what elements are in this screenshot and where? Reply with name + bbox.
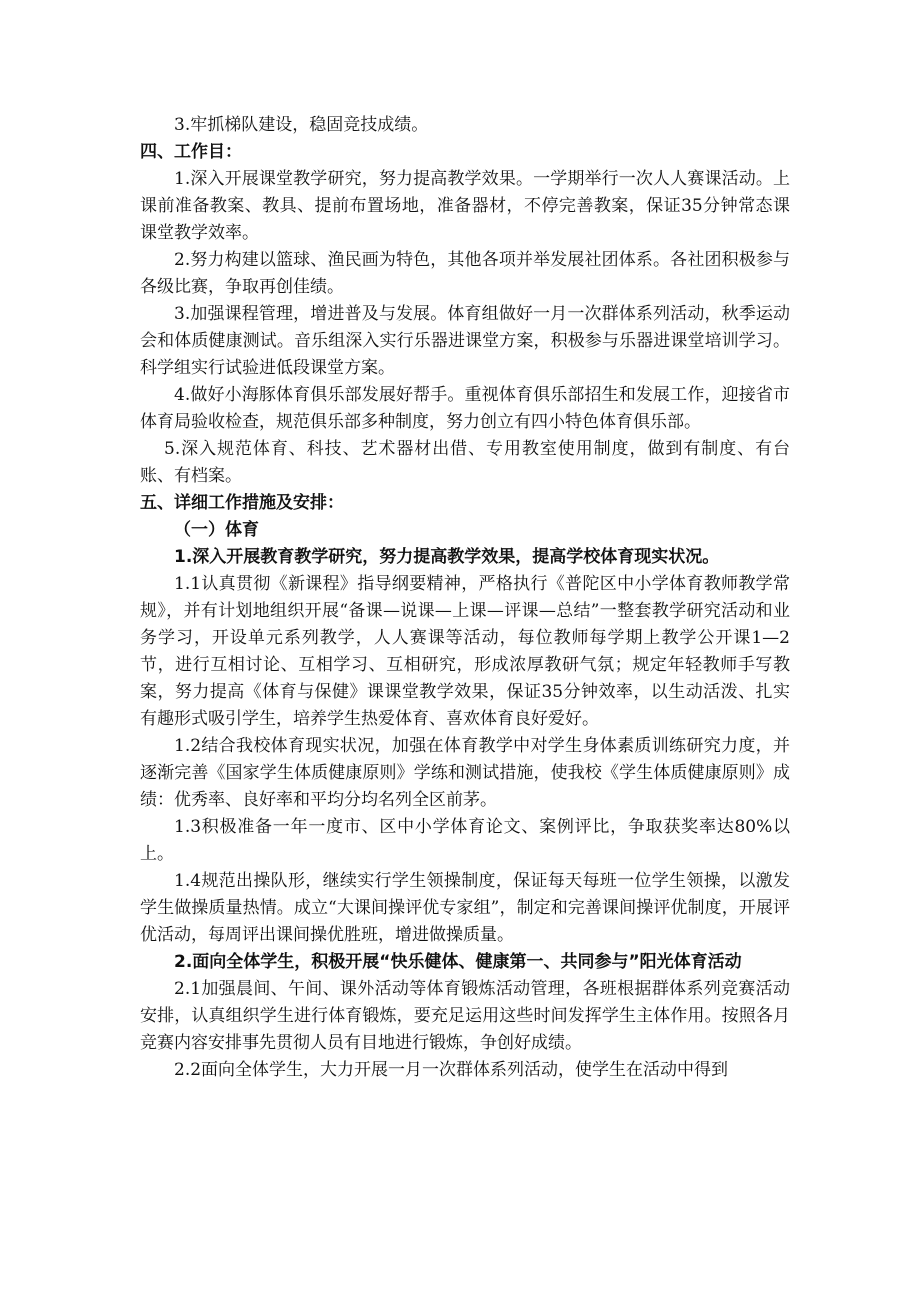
document-page — [140, 112, 790, 1084]
paragraph-team-building: 3.牢抓梯队建设，稳固竞技成绩。 — [174, 115, 429, 135]
subsection-heading-pe: （一）体育 — [174, 520, 259, 540]
paragraph-1-2: 1.2结合我校体育现实状况，加强在体育教学中对学生身体素质训练研究力度，并逐渐完善《国家学生体质健康原则》学练和测试措施，使我校《学生体质健康原则》成绩：优秀率、良好率和平均分均名列全区前茅。 — [140, 736, 790, 810]
paragraph-2-1: 2.1加强晨间、午间、课外活动等体育锻炼活动管理，各班根据群体系列竞赛活动安排，认真组织学生进行体育锻炼，要充足运用这些时间发挥学生主体作用。按照各月竞赛内容安排事先贯彻人员有目地进行锻炼，争创好成绩。 — [140, 979, 790, 1053]
paragraph-goal-3: 3.加强课程管理，增进普及与发展。体育组做好一月一次群体系列活动，秋季运动会和体质健康测试。音乐组深入实行乐器进课堂方案，积极参与乐器进课堂培训学习。科学组实行试验进低段课堂方案。 — [140, 304, 790, 378]
paragraph-1-1: 1.1认真贯彻《新课程》指导纲要精神，严格执行《普陀区中小学体育教师教学常规》，并有计划地组织开展“备课—说课—上课—评课—总结”一整套教学研究活动和业务学习，开设单元系列教学，人人赛课等活动，每位教师每学期上教学公开课1—2节，进行互相讨论、互相学习、互相研究，形成浓厚教研气氛；规定年轻教师手写教案，努力提高《体育与保健》课课堂教学效果，保证35分钟效率，以生动活泼、扎实有趣形式吸引学生，培养学生热爱体育、喜欢体育良好爱好。 — [140, 574, 790, 729]
paragraph-1-4: 1.4规范出操队形，继续实行学生领操制度，保证每天每班一位学生领操，以激发学生做操质量热情。成立“大课间操评优专家组”，制定和完善课间操评优制度，开展评优活动，每周评出课间操优胜班，增进做操质量。 — [140, 871, 790, 945]
section-heading-goals: 四、工作目： — [140, 142, 242, 162]
paragraph-goal-4: 4.做好小海豚体育俱乐部发展好帮手。重视体育俱乐部招生和发展工作，迎接省市体育局验收检查，规范俱乐部多种制度，努力创立有四小特色体育俱乐部。 — [140, 385, 790, 432]
paragraph-goal-1: 1.深入开展课堂教学研究，努力提高教学效果。一学期举行一次人人赛课活动。上课前准备教案、教具、提前布置场地，准备器材，不停完善教案，保证35分钟常态课课堂教学效率。 — [140, 169, 790, 243]
section-heading-measures: 五、详细工作措施及安排： — [140, 493, 344, 513]
paragraph-1-3: 1.3积极准备一年一度市、区中小学体育论文、案例评比，争取获奖率达80%以上。 — [140, 817, 790, 864]
bold-heading-sunshine-sports: 2.面向全体学生，积极开展“快乐健体、健康第一、共同参与”阳光体育活动 — [174, 952, 742, 972]
paragraph-goal-5: 5.深入规范体育、科技、艺术器材出借、专用教室使用制度，做到有制度、有台账、有档案。 — [140, 439, 790, 486]
bold-heading-teaching-research: 1.深入开展教育教学研究，努力提高教学效果，提高学校体育现实状况。 — [174, 547, 720, 567]
paragraph-goal-2: 2.努力构建以篮球、渔民画为特色，其他各项并举发展社团体系。各社团积极参与各级比赛，争取再创佳绩。 — [140, 250, 790, 297]
paragraph-2-2: 2.2面向全体学生，大力开展一月一次群体系列活动，使学生在活动中得到 — [174, 1060, 729, 1080]
